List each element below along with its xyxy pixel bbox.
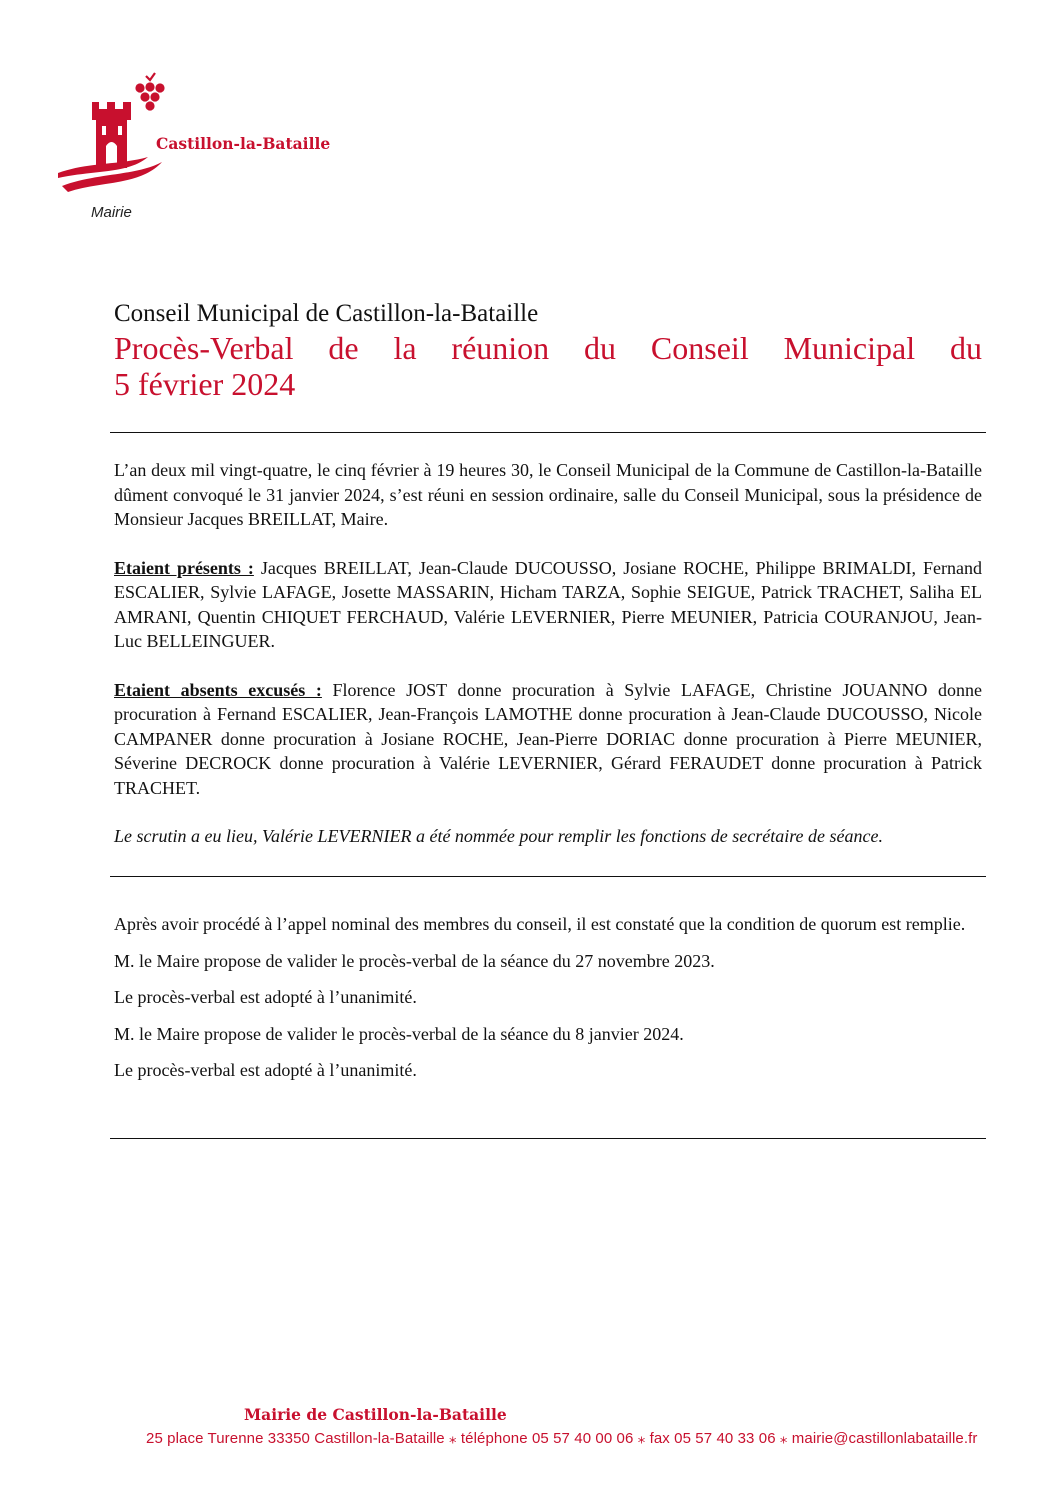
document-header	[114, 298, 982, 402]
document-title-line1: Procès-Verbal de la réunion du Conseil Municipal du	[114, 330, 982, 366]
absent-label: Etaient absents excusés :	[114, 679, 322, 700]
present-paragraph	[114, 556, 982, 654]
logo-town-name: Castillon-la-Bataille	[156, 134, 331, 153]
proceeding-line: Le procès-verbal est adopté à l’unanimité.	[114, 1060, 417, 1080]
divider-bottom	[110, 1138, 986, 1139]
logo-mairie-label: Mairie	[91, 204, 132, 221]
council-name: Conseil Municipal de Castillon-la-Bataille	[114, 300, 539, 327]
divider-top	[110, 432, 986, 433]
attendance-section	[114, 458, 982, 849]
absent-paragraph	[114, 678, 982, 801]
proceedings-section	[114, 912, 982, 1095]
proceeding-line: Après avoir procédé à l’appel nominal des membres du conseil, il est constaté que la condition de quorum est remplie.	[114, 914, 966, 934]
intro-paragraph: L’an deux mil vingt-quatre, le cinq février à 19 heures 30, le Conseil Municipal de la Commune de Castillon-la-Bataille dûment convoqué le 31 janvier 2024, s’est réuni en session ordinaire, salle du Conseil Municipal, sous la présidence de Monsieur Jacques BREILLAT, Maire.	[114, 460, 982, 529]
footer-mairie-name: Mairie de Castillon-la-Bataille	[244, 1405, 507, 1424]
proceeding-line: M. le Maire propose de valider le procès-verbal de la séance du 27 novembre 2023.	[114, 950, 715, 971]
divider-middle	[110, 876, 986, 877]
document-title-line2: 5 février 2024	[114, 366, 296, 402]
town-logo	[58, 70, 378, 230]
proceeding-line: Le procès-verbal est adopté à l’unanimité.	[114, 987, 417, 1007]
present-list: Jacques BREILLAT, Jean-Claude DUCOUSSO, Josiane ROCHE, Philippe BRIMALDI, Fernand ESCALIER, Sylvie LAFAGE, Josette MASSARIN, Hicham TARZA, Sophie SEIGUE, Patrick TRACHET, Saliha EL AMRANI, Quentin CHIQUET FERCHAUD, Valérie LEVERNIER, Pierre MEUNIER, Patricia COURANJOU, Jean-Luc BELLEINGUER.	[114, 557, 982, 651]
proceeding-line: M. le Maire propose de valider le procès-verbal de la séance du 8 janvier 2024.	[114, 1023, 684, 1044]
footer-contact-line: 25 place Turenne 33350 Castillon-la-Bataille ⁎ téléphone 05 57 40 00 06 ⁎ fax 05 57 40 33 06 ⁎ mairie@castillonlabataille.fr	[146, 1430, 978, 1447]
secretary-paragraph: Le scrutin a eu lieu, Valérie LEVERNIER a été nommée pour remplir les fonctions de secrétaire de séance.	[114, 826, 883, 846]
present-label: Etaient présents :	[114, 557, 254, 578]
absent-list: Florence JOST donne procuration à Sylvie LAFAGE, Christine JOUANNO donne procuration à Fernand ESCALIER, Jean-François LAMOTHE donne procuration à Jean-Claude DUCOUSSO, Nicole CAMPANER donne procuration à Josiane ROCHE, Jean-Pierre DORIAC donne procuration à Pierre MEUNIER, Séverine DECROCK donne procuration à Valérie LEVERNIER, Gérard FERAUDET donne procuration à Patrick TRACHET.	[114, 679, 982, 798]
